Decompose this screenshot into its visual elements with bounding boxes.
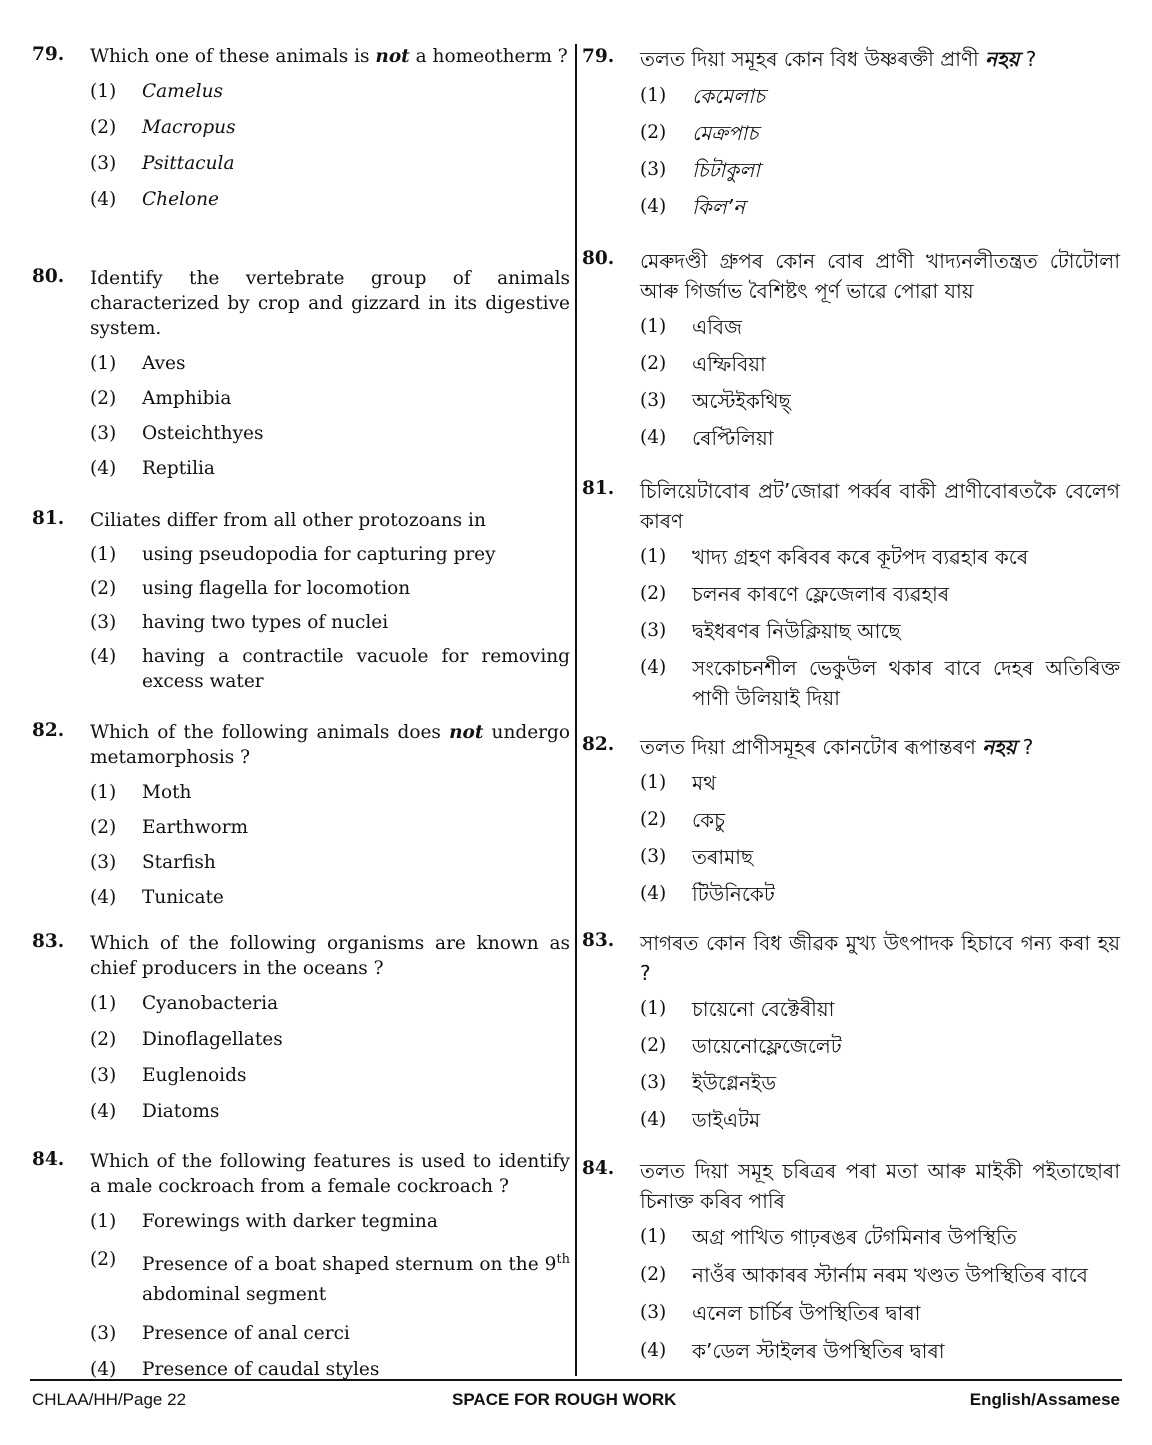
rough-work-label: SPACE FOR ROUGH WORK <box>452 1390 677 1409</box>
option: (4) Reptilia <box>90 458 215 479</box>
option: (3) Osteichthyes <box>90 423 264 444</box>
option: (1) Camelus <box>90 81 224 102</box>
question-81-en <box>32 508 570 694</box>
question-text: তলত দিয়া প্ৰাণীসমূহৰ কোনটোৰ ৰূপান্তৰণ নহয় ? <box>640 735 1034 759</box>
question-number: 83. <box>32 931 65 952</box>
question-84-en <box>32 1149 570 1382</box>
option: (4) ৰেপ্টিলিয়া <box>640 426 774 450</box>
question-number: 79. <box>32 44 65 65</box>
option: (2) চলনৰ কাৰণে ফ্লেজেলাৰ ব্যৱহাৰ <box>640 582 950 606</box>
option: (3) চিটাকুলা <box>640 158 760 182</box>
option: (4) Diatoms <box>90 1101 220 1122</box>
option: (3) having two types of nuclei <box>90 612 389 633</box>
question-text: Which one of these animals is not a homeotherm ? <box>90 46 568 67</box>
question-text: Identify the vertebrate group of animals characterized by crop and gizzard in its digestive system. <box>90 268 570 339</box>
option: (3) দ্বইধৰণৰ নিউক্লিয়াছ আছে <box>640 619 901 643</box>
option: (4) টিউনিকেট <box>640 882 775 906</box>
question-83-as <box>582 928 1120 1135</box>
option: (4) Chelone <box>90 189 219 210</box>
question-text: চিলিয়েটাবোৰ প্ৰট’জোৱা পৰ্ব্বৰ বাকী প্ৰাণীবোৰতকৈ বেলেগ কাৰণ <box>640 479 1120 533</box>
question-text: Ciliates differ from all other protozoans in <box>90 510 486 531</box>
option: (1) Cyanobacteria <box>90 993 279 1014</box>
question-number: 84. <box>582 1158 615 1179</box>
question-text: সাগৰত কোন বিধ জীৱক মুখ্য উৎপাদক হিচাবে গন্য কৰা হয় ? <box>640 931 1120 985</box>
question-number: 83. <box>582 930 615 951</box>
option: (1) Aves <box>90 353 186 374</box>
option: (1) মথ <box>640 771 717 795</box>
question-number: 82. <box>582 734 615 755</box>
option: (4) Presence of caudal styles <box>90 1359 380 1381</box>
footer-rule <box>30 1379 1122 1381</box>
option: (2) মেক্ৰপাচ <box>640 121 759 145</box>
question-number: 81. <box>582 478 615 499</box>
column-divider <box>575 44 577 1376</box>
question-83-en <box>32 931 570 1124</box>
option: (3) Euglenoids <box>90 1065 247 1086</box>
option: (3) অস্টেইকথিছ্ <box>640 389 791 413</box>
question-79-en <box>32 44 570 212</box>
option: (1) Forewings with darker tegmina <box>90 1211 438 1232</box>
option: (2) এম্ফিবিয়া <box>640 352 766 376</box>
question-79-as <box>582 44 1120 222</box>
question-text: Which of the following animals does not undergo metamorphosis ? <box>90 722 571 768</box>
option: (1) এবিজ <box>640 315 742 339</box>
option: (4) কিল’ন <box>640 195 745 219</box>
option: (4) having a contractile vacuole for removing excess water <box>90 646 570 692</box>
question-number: 80. <box>32 266 65 287</box>
option: (2) Dinoflagellates <box>90 1029 283 1050</box>
option: (2) ডায়েনোফ্লেজেলেট <box>640 1034 842 1058</box>
question-text: Which of the following features is used to identify a male cockroach from a female cockroach ? <box>90 1151 570 1197</box>
option: (4) ডাইএটম <box>640 1108 761 1132</box>
question-82-as <box>582 732 1120 909</box>
option: (3) তৰামাছ <box>640 845 754 869</box>
question-number: 79. <box>582 46 615 67</box>
option: (2) using flagella for locomotion <box>90 578 411 599</box>
option: (1) অগ্ৰ পাখিত গাঢ়ৰঙৰ টেগমিনাৰ উপস্থিতি <box>640 1225 1017 1249</box>
question-text: মেৰুদণ্ডী গ্ৰুপৰ কোন বোৰ প্ৰাণী খাদ্যনলীতন্ত্ৰত টোটোলা আৰু গিৰ্জাভ বৈশিষ্টৎ পূৰ্ণ ভাৱে পোৱা যায় <box>640 249 1120 303</box>
question-number: 82. <box>32 720 65 741</box>
option: (3) এনেল চাৰ্চিৰ উপস্থিতিৰ দ্বাৰা <box>640 1301 921 1325</box>
option: (3) ইউগ্লেনইড <box>640 1071 777 1095</box>
option: (3) Psittacula <box>90 153 235 174</box>
option: (4) সংকোচনশীল ভেকুউল থকাৰ বাবে দেহৰ অতিৰিক্ত পাণী উলিয়াই দিয়া <box>640 656 1120 710</box>
option: (1) Moth <box>90 782 192 803</box>
question-number: 84. <box>32 1149 65 1170</box>
page-code: CHLAA/HH/Page 22 <box>32 1390 187 1409</box>
question-text: Which of the following organisms are known as chief producers in the oceans ? <box>90 933 570 979</box>
option: (2) Macropus <box>90 117 236 138</box>
question-84-as <box>582 1156 1120 1366</box>
option: (2) Amphibia <box>90 388 232 409</box>
option: (4) Tunicate <box>90 887 224 908</box>
option: (3) Starfish <box>90 852 216 873</box>
option: (2) Earthworm <box>90 817 249 838</box>
question-80-en <box>32 266 570 481</box>
question-81-as <box>582 476 1120 713</box>
question-number: 81. <box>32 508 65 529</box>
question-80-as <box>582 246 1120 453</box>
option: (1) using pseudopodia for capturing prey <box>90 544 496 565</box>
option: (2) নাওঁৰ আকাৰৰ স্টাৰ্নাম নৰম খণ্ডত উপস্থিতিৰ বাবে <box>640 1263 1088 1287</box>
option: (1) চায়েনো বেক্টেৰীয়া <box>640 997 835 1021</box>
option: (2) Presence of a boat shaped sternum on the 9th abdominal segment <box>90 1249 570 1306</box>
question-number: 80. <box>582 248 615 269</box>
option: (2) কেচু <box>640 808 725 832</box>
question-82-en <box>32 720 570 910</box>
option: (1) কেমেলাচ <box>640 84 765 108</box>
option: (1) খাদ্য গ্ৰহণ কৰিবৰ কৰে কূটপদ ব্যৱহাৰ কৰে <box>640 545 1029 569</box>
question-text: তলত দিয়া সমূহ চৰিত্ৰৰ পৰা মতা আৰু মাইকী পইতাছোৰা চিনাক্ত কৰিব পাৰি <box>640 1159 1120 1213</box>
language-label: English/Assamese <box>969 1390 1120 1409</box>
option: (4) ক’ডেল স্টাইলৰ উপস্থিতিৰ দ্বাৰা <box>640 1339 945 1363</box>
option: (3) Presence of anal cerci <box>90 1323 350 1345</box>
question-text: তলত দিয়া সমূহৰ কোন বিধ উষ্ণৰক্তী প্ৰাণী নহয় ? <box>640 47 1037 71</box>
